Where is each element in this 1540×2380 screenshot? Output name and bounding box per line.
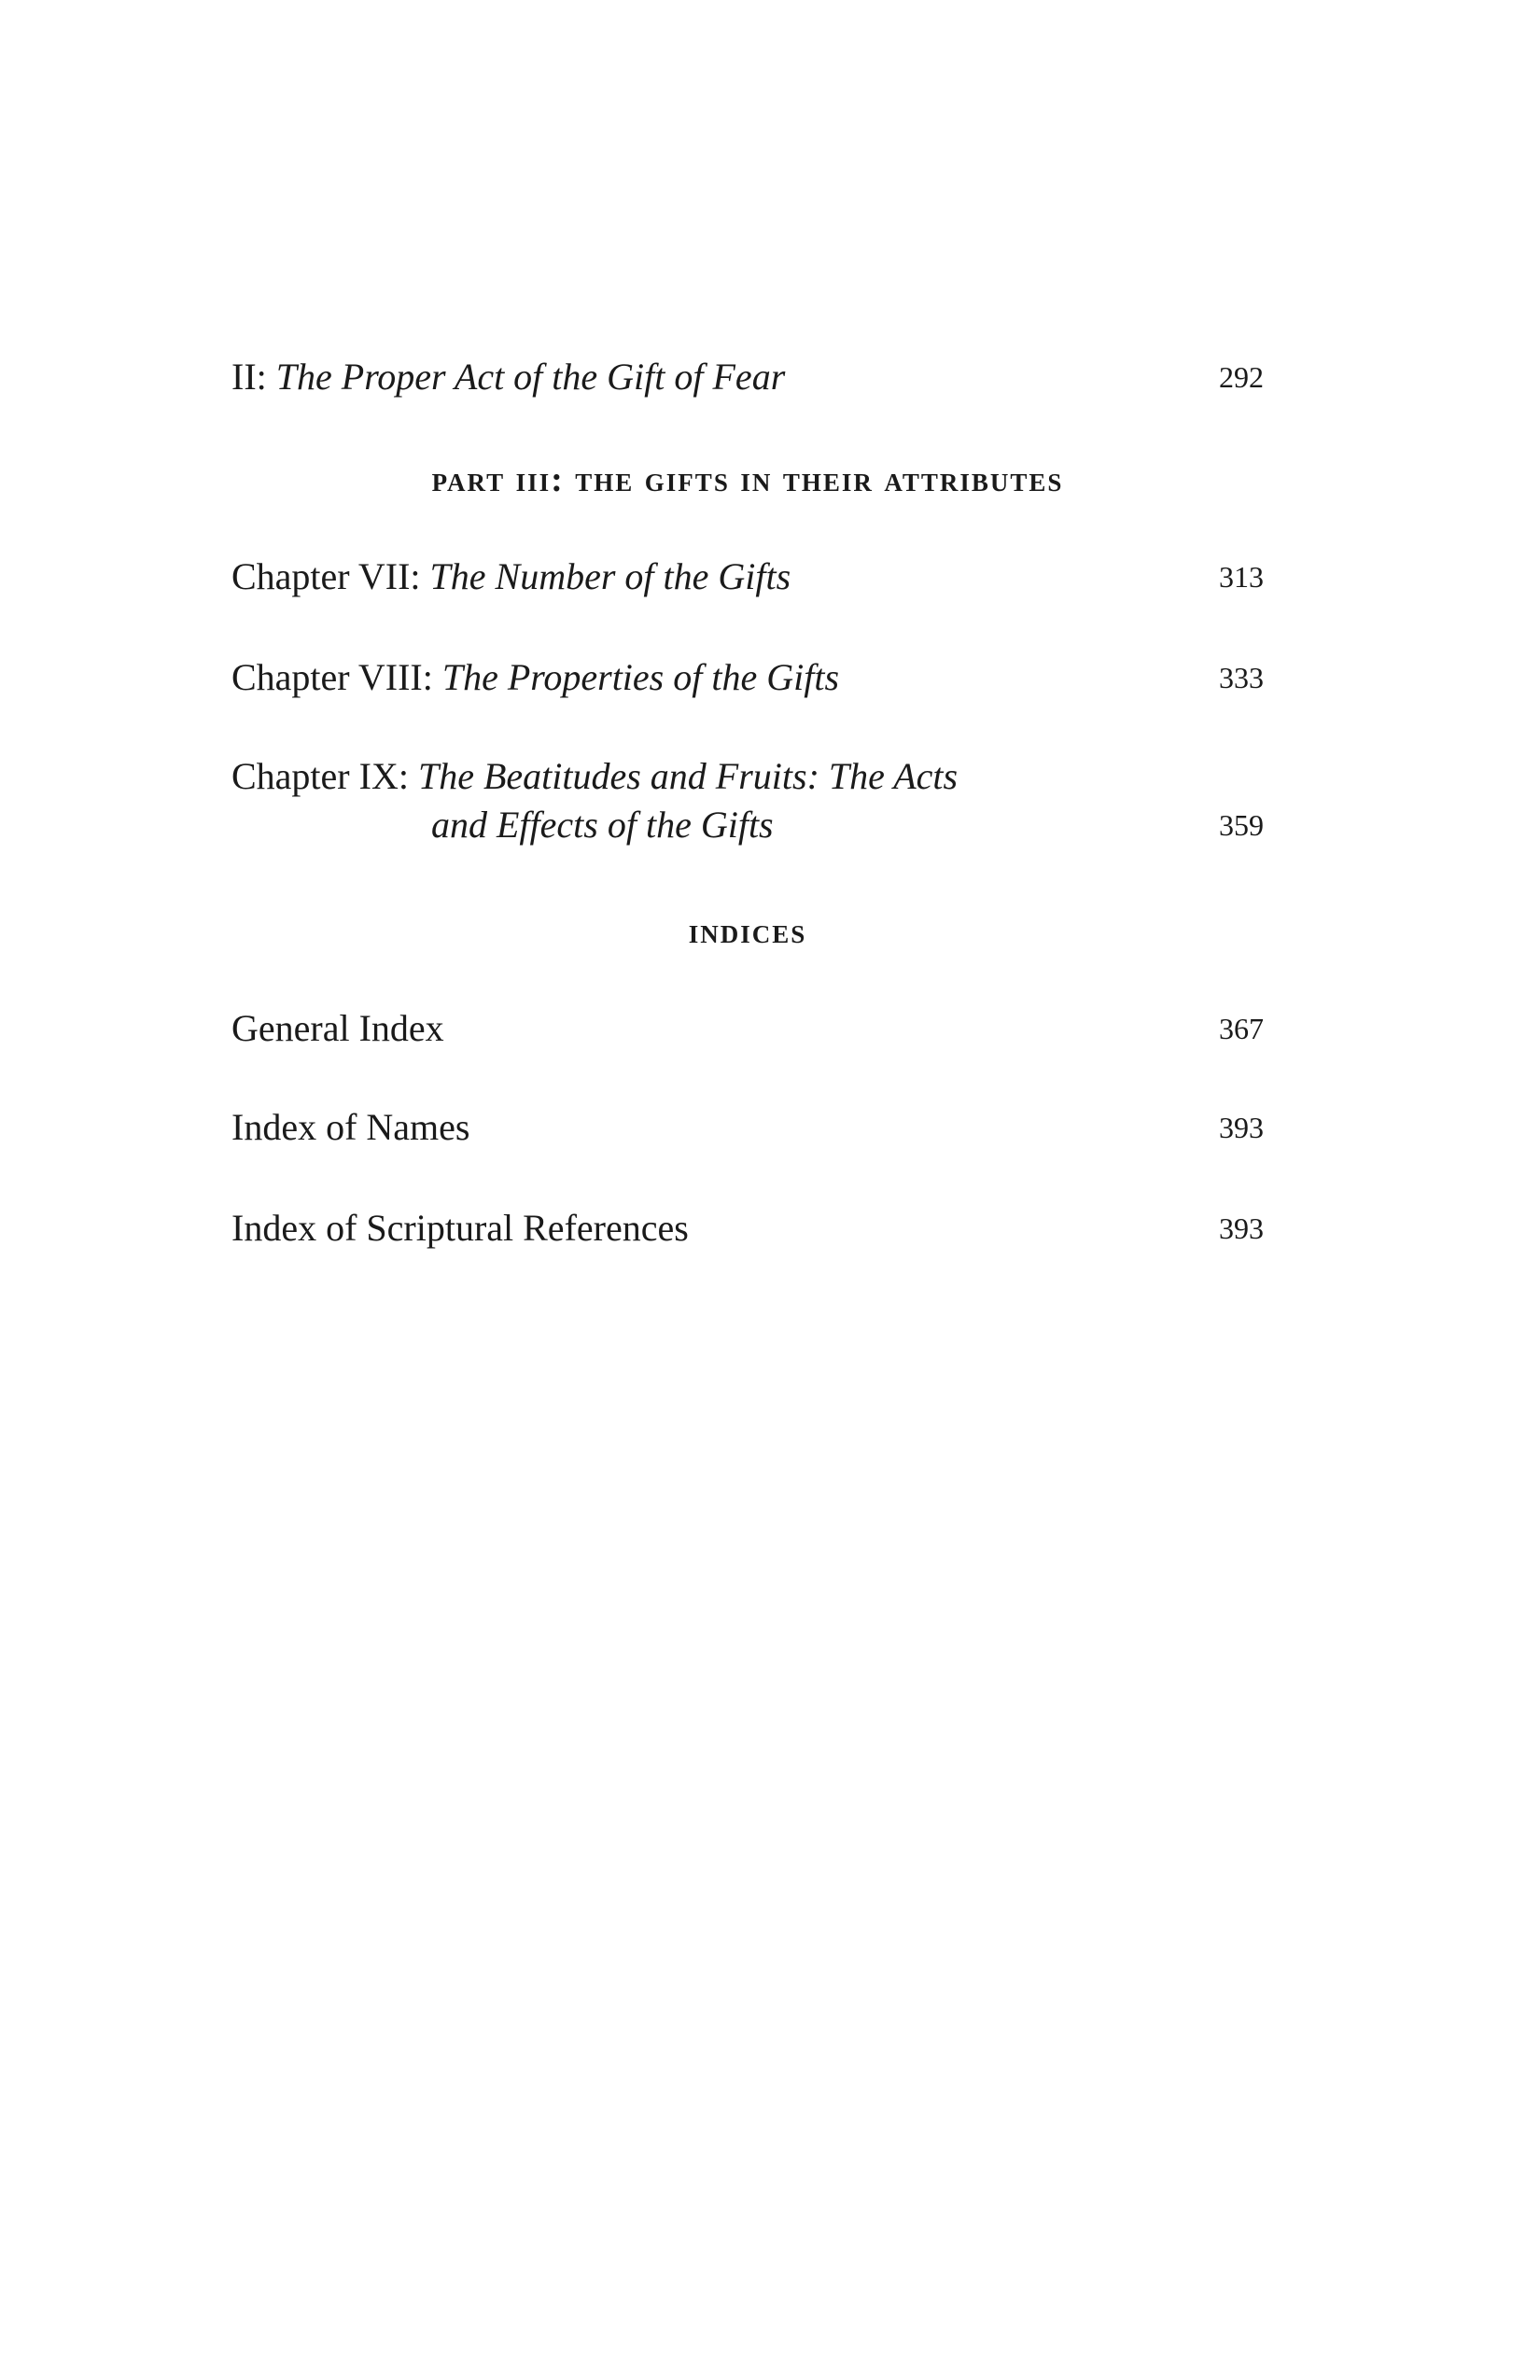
entry-title: Index of Scriptural References (231, 1207, 689, 1249)
page-number: 359 (1219, 808, 1264, 842)
toc-entry-index-of-names (231, 1103, 1264, 1152)
toc-entry-chapter-vii (231, 553, 1264, 601)
toc-entry-general-index (231, 1004, 1264, 1053)
entry-title: General Index (231, 1007, 444, 1049)
toc-entry-scriptural-references (231, 1204, 1264, 1253)
entry-title-continuation: and Effects of the Gifts (431, 804, 774, 846)
entry-prefix: II: (231, 356, 276, 398)
entry-title: The Number of the Gifts (429, 555, 791, 597)
part-heading: part iii: the gifts in their attributes (431, 460, 1064, 499)
entry-title: The Properties of the Gifts (441, 656, 840, 698)
page-number: 367 (1219, 1012, 1264, 1045)
toc-entry-chapter-viii (231, 653, 1264, 702)
page-number: 393 (1219, 1211, 1264, 1245)
page-number: 313 (1219, 560, 1264, 594)
page-number: 292 (1219, 360, 1264, 394)
page-number: 393 (1219, 1111, 1264, 1144)
toc-entry-chapter-ix (231, 752, 1264, 849)
entry-prefix: Chapter VII: (231, 555, 430, 597)
entry-title: Index of Names (231, 1106, 470, 1148)
page-number: 333 (1219, 661, 1264, 694)
entry-prefix: Chapter VIII: (231, 656, 442, 698)
entry-prefix: Chapter IX: (231, 755, 418, 797)
toc-entry-gift-of-fear (231, 353, 1264, 401)
entry-title: The Proper Act of the Gift of Fear (275, 356, 786, 398)
entry-title: The Beatitudes and Fruits: The Acts (417, 755, 959, 797)
indices-heading: indices (688, 912, 807, 951)
